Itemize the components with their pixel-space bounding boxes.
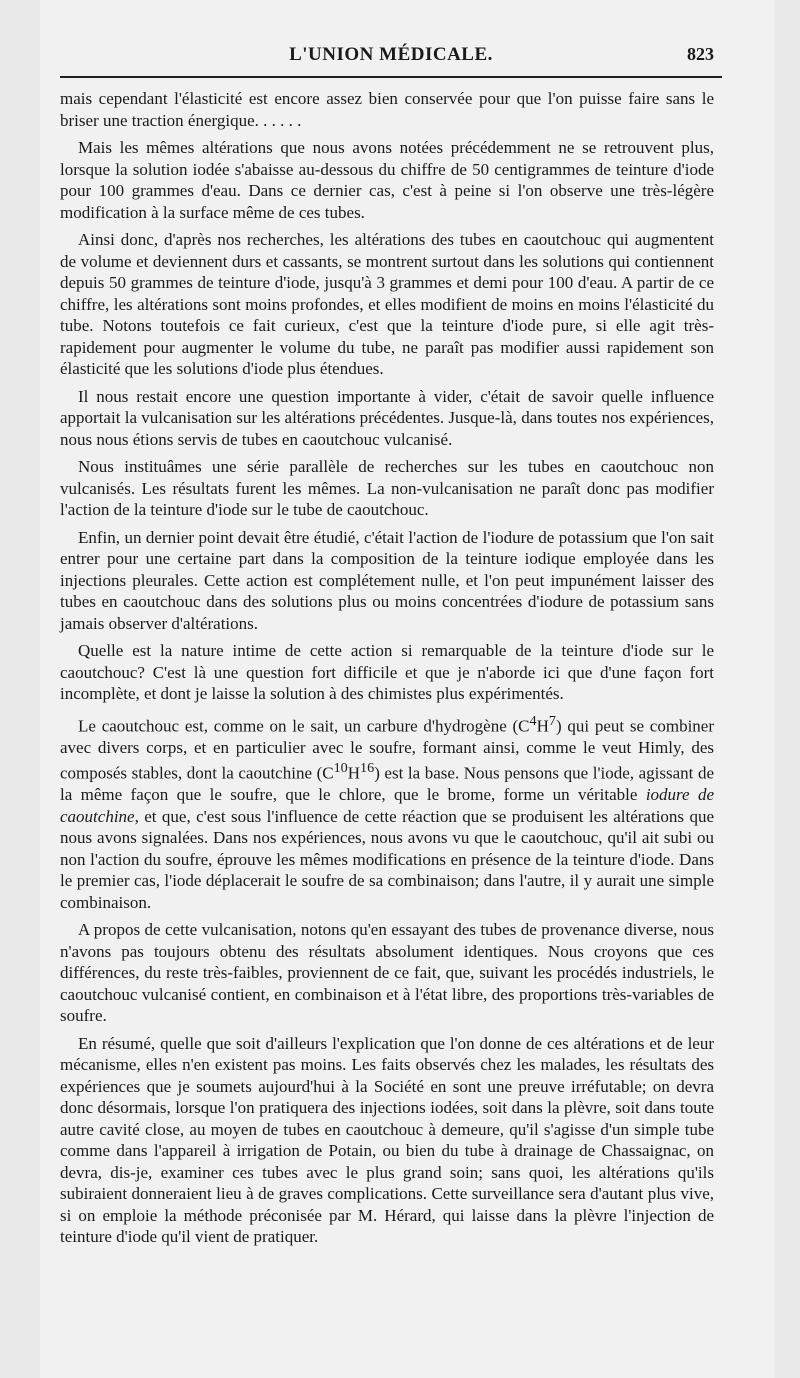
paragraph-formula: Le caoutchouc est, comme on le sait, un carbure d'hydrogène $(C^4H^7)$ qui peut se combiner avec divers corps, et en particulier avec le soufre, formant ainsi, comme le veut Himly, des composés stables, dont la caoutchine $(C^{10}H^{16})$ est la base. Nous pensons que l'iode, agissant de la même façon que le soufre, que le chlore, que le brome, forme un véritable iodure de caoutchine, et que, c'est sous l'influence de cette réaction que se produisent les altérations que nous avons signalées. Dans nos expériences, nous avons vu que le caoutchouc, qu'il ait subi ou non l'action du soufre, éprouve les mêmes modifications en présence de la teinture d'iode. Dans le premier cas, l'iode déplacerait le soufre de sa combinaison; dans l'autre, il y aurait une simple combinaison.: [60, 712, 715, 912]
paragraph: Mais les mêmes altérations que nous avons notées précédemment ne se retrouvent plus, lorsque la solution iodée s'abaisse au-dessous du chiffre de 50 centigrammes de teinture d'iode pour 100 grammes d'eau. Dans ce dernier cas, c'est à peine si l'on observe une très-légère modification à la surface même de ces tubes.: [60, 138, 714, 222]
header-rule: [60, 76, 722, 78]
running-title: L'UNION MÉDICALE.: [289, 44, 493, 65]
paragraph: Enfin, un dernier point devait être étudié, c'était l'action de l'iodure de potassium que l'on sait entrer pour une certaine part dans la composition de la teinture iodique employée dans les injections pleurales. Cette action est complétement nulle, et l'on peut impunément laisser des tubes en caoutchouc dans des solutions plus ou moins concentrées d'iodure de potassium sans jamais observer d'altérations.: [60, 527, 714, 633]
page-number: 823: [687, 44, 714, 64]
paragraph: Ainsi donc, d'après nos recherches, les altérations des tubes en caoutchouc qui augmentent de volume et deviennent durs et cassants, se montrent surtout dans les solutions qui contiennent depuis 50 grammes de teinture d'iode, jusqu'à 3 grammes et demi pour 100 d'eau. A partir de ce chiffre, les altérations sont moins profondes, et elles modifient de moins en moins l'élasticité du tube. Notons toutefois ce fait curieux, c'est que la teinture d'iode pure, si elle agit très-rapidement pour augmenter le volume du tube, ne paraît pas modifier aussi rapidement son élasticité que les solutions d'iode plus étendues.: [60, 230, 714, 378]
paragraph: En résumé, quelle que soit d'ailleurs l'explication que l'on donne de ces altérations et de leur mécanisme, elles n'en existent pas moins. Les faits observés chez les malades, les résultats des expériences que je soumets aujourd'hui à la Société en sont une preuve irréfutable; on devra donc désormais, lorsque l'on pratiquera des injections iodées, soit dans la plèvre, soit dans toute autre cavité close, au moyen de tubes en caoutchouc à demeure, qu'il s'agisse d'un simple tube comme dans l'appareil à irrigation de Potain, ou bien du tube à drainage de Chassaignac, on devra, dis-je, examiner ces tubes avec le plus grand soin; sans quoi, les altérations qu'ils subiraient donneraient lieu à de graves complications. Cette surveillance sera d'autant plus vive, si on emploie la méthode préconisée par M. Hérard, qui laisse dans la plèvre l'injection de teinture d'iode qu'il vient de pratiquer.: [60, 1033, 714, 1247]
paragraph: A propos de cette vulcanisation, notons qu'en essayant des tubes de provenance diverse, nous n'avons pas toujours obtenu des résultats absolument identiques. Nous croyons que ces différences, du reste très-faibles, proviennent de ce fait, que, suivant les procédés industriels, le caoutchouc vulcanisé contient, en combinaison et à l'état libre, des proportions très-variables de soufre.: [60, 920, 714, 1026]
italic-term: iodure de caoutchine: [60, 785, 714, 826]
article-body: [60, 88, 714, 1254]
paragraph: Nous instituâmes une série parallèle de recherches sur les tubes en caoutchouc non vulcanisés. Les résultats furent les mêmes. La non-vulcanisation ne paraît donc pas modifier l'action de la teinture d'iode sur le tube de caoutchouc.: [60, 457, 714, 519]
paragraph: mais cependant l'élasticité est encore assez bien conservée pour que l'on puisse faire sans le briser une traction énergique. . . . . .: [60, 89, 714, 130]
page-header: [60, 42, 722, 76]
paragraph: Quelle est la nature intime de cette action si remarquable de la teinture d'iode sur le caoutchouc? C'est là une question fort difficile et que je n'aborde ici que d'une façon fort incomplète, et dont je laisse la solution à des chimistes plus expérimentés.: [60, 641, 714, 703]
paragraph: Il nous restait encore une question importante à vider, c'était de savoir quelle influence apportait la vulcanisation sur les altérations précédentes. Jusque-là, dans toutes nos expériences, nous nous étions servis de tubes en caoutchouc vulcanisé.: [60, 386, 714, 449]
